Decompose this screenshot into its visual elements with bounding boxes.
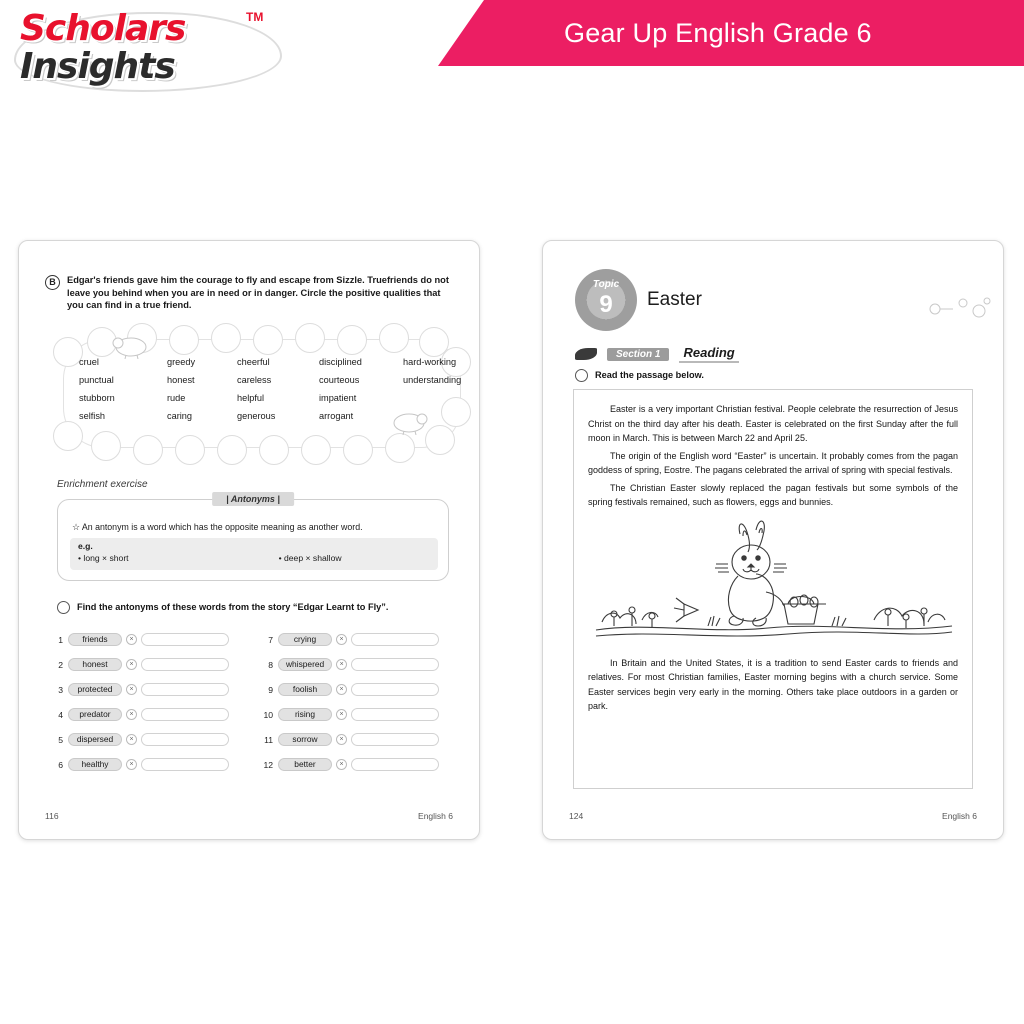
row-number: 1: [58, 634, 63, 645]
antonym-row: [47, 681, 229, 698]
row-number: 2: [58, 659, 63, 670]
antonym-row: [47, 731, 229, 748]
eg-antonym: short: [109, 553, 129, 563]
times-icon: ×: [336, 634, 347, 645]
antonym-answer-input[interactable]: [141, 758, 229, 771]
antonym-source-word: better: [278, 758, 332, 771]
antonym-row: [257, 756, 439, 773]
passage-paragraph: Easter is a very important Christian festival. People celebrate the resurrection of Jesus Christ on the third day after his death. Easter is celebrated on the first Sunday after the full moon in March. This is between March 22 and April 25.: [588, 404, 958, 443]
antonym-answer-input[interactable]: [351, 758, 439, 771]
antonym-answer-input[interactable]: [141, 708, 229, 721]
section-subtitle: Reading: [679, 345, 738, 363]
antonym-answer-input[interactable]: [141, 733, 229, 746]
word-bank-item[interactable]: cheerful: [237, 357, 270, 367]
word-bank-item[interactable]: understanding: [403, 375, 462, 385]
cloud-scallop: [133, 435, 163, 465]
row-number: 11: [264, 734, 273, 745]
antonym-definition-text: An antonym is a word which has the opposite meaning as another word.: [81, 522, 363, 532]
flower-doodle-icon: [923, 293, 993, 325]
row-number: 5: [58, 734, 63, 745]
section-header: [575, 345, 739, 363]
cloud-scallop: [217, 435, 247, 465]
antonym-source-word: rising: [278, 708, 332, 721]
antonym-source-word: dispersed: [68, 733, 122, 746]
row-number: 10: [263, 709, 273, 720]
antonym-instruction: Find the antonyms of these words from the story “Edgar Learnt to Fly”.: [77, 602, 389, 612]
antonym-source-word: whispered: [278, 658, 332, 671]
brand-logo: [14, 8, 284, 92]
word-bank-item[interactable]: stubborn: [79, 393, 115, 403]
cloud-scallop: [91, 431, 121, 461]
cloud-scallop: [259, 435, 289, 465]
read-instruction: Read the passage below.: [595, 370, 704, 380]
logo-line1: Scholars: [20, 8, 186, 49]
antonym-source-word: foolish: [278, 683, 332, 696]
antonym-row: [47, 656, 229, 673]
times-icon: ×: [126, 634, 137, 645]
word-bank-item[interactable]: [403, 411, 493, 421]
word-bank-item[interactable]: courteous: [319, 375, 360, 385]
section-label: Section 1: [607, 348, 669, 361]
easter-bunny-with-basket-icon: [588, 518, 960, 646]
antonym-answer-input[interactable]: [351, 708, 439, 721]
antonym-answer-input[interactable]: [351, 733, 439, 746]
antonym-row: [257, 681, 439, 698]
word-bank-item[interactable]: hard-working: [403, 357, 457, 367]
easter-bunny-illustration: [588, 518, 958, 646]
row-number: 3: [58, 684, 63, 695]
right-page-footer-label: English 6: [942, 811, 977, 821]
times-icon: ×: [336, 709, 347, 720]
word-bank-item[interactable]: arrogant: [319, 411, 354, 421]
antonym-row: [257, 656, 439, 673]
antonym-example-box: [70, 538, 438, 570]
left-page-number: 116: [45, 811, 59, 821]
topic-number: 9: [599, 291, 613, 318]
times-icon: ×: [126, 684, 137, 695]
task-bullet-icon: [57, 601, 70, 614]
row-number: 7: [268, 634, 273, 645]
antonym-row: [47, 756, 229, 773]
cloud-scallop: [343, 435, 373, 465]
word-bank-item[interactable]: [403, 393, 493, 403]
row-number: 9: [268, 684, 273, 695]
cloud-scallop: [175, 435, 205, 465]
antonym-row: [47, 706, 229, 723]
times-icon: ×: [126, 659, 137, 670]
times-icon: ×: [336, 734, 347, 745]
antonym-source-word: honest: [68, 658, 122, 671]
question-badge: B: [45, 275, 60, 290]
passage-paragraph: The origin of the English word “Easter” is uncertain. It probably comes from the pagan goddess of spring, Eostre. The pagans celebrated the arrival of spring with special festivals.: [588, 450, 958, 475]
antonym-row: [257, 731, 439, 748]
times-icon: ×: [336, 759, 347, 770]
antonym-answer-input[interactable]: [141, 633, 229, 646]
word-bank-item[interactable]: impatient: [319, 393, 357, 403]
row-number: 8: [268, 659, 273, 670]
eg-separator: ×: [305, 553, 311, 563]
word-bank-item[interactable]: selfish: [79, 411, 106, 421]
cloud-scallop: [295, 323, 325, 353]
antonym-source-word: predator: [68, 708, 122, 721]
antonym-panel-title: | Antonyms |: [212, 492, 294, 506]
enrichment-label: Enrichment exercise: [57, 479, 148, 490]
cloud-scallop: [53, 421, 83, 451]
row-number: 12: [263, 759, 273, 770]
leaf-icon: [575, 348, 597, 360]
antonym-row: [47, 631, 229, 648]
antonym-source-word: protected: [68, 683, 122, 696]
reading-passage-box: [573, 389, 973, 789]
times-icon: ×: [126, 734, 137, 745]
eg-item-2: • deep × shallow: [278, 553, 342, 563]
topic-badge: [575, 269, 637, 331]
antonym-source-word: sorrow: [278, 733, 332, 746]
passage-paragraph: The Christian Easter slowly replaced the pagan festivals but some symbols of the spring festivals remained, such as flowers, eggs and bunnies.: [588, 482, 958, 507]
antonym-answer-input[interactable]: [351, 683, 439, 696]
row-number: 4: [58, 709, 63, 720]
right-page: [542, 240, 1004, 840]
word-bank-item[interactable]: punctual: [79, 375, 114, 385]
antonym-source-word: friends: [68, 633, 122, 646]
cloud-scallop: [301, 435, 331, 465]
antonym-row: [257, 706, 439, 723]
right-page-number: 124: [569, 811, 584, 821]
logo-trademark: TM: [246, 10, 264, 24]
row-number: 6: [58, 759, 63, 770]
antonym-row: [257, 631, 439, 648]
word-bank-grid: [79, 357, 462, 421]
antonym-info-panel: [57, 494, 449, 581]
word-bank-item[interactable]: cruel: [79, 357, 99, 367]
topic-word: Topic: [592, 279, 620, 290]
sheep-doodle-icon: [109, 333, 155, 359]
cloud-scallop: [385, 433, 415, 463]
eg-antonym: shallow: [312, 553, 342, 563]
header-banner: [484, 0, 1024, 66]
times-icon: ×: [126, 759, 137, 770]
antonym-source-word: healthy: [68, 758, 122, 771]
antonym-answer-input[interactable]: [351, 633, 439, 646]
eg-word: deep: [283, 553, 304, 563]
star-icon: ☆: [72, 522, 80, 532]
topic-title: Easter: [647, 289, 702, 310]
antonym-answer-input[interactable]: [141, 683, 229, 696]
word-bank-item[interactable]: rude: [167, 393, 186, 403]
antonym-answer-input[interactable]: [141, 658, 229, 671]
passage-paragraph: In Britain and the United States, it is a tradition to send Easter cards to friends and relatives. For most Christian families, Easter morning begins with a church service. Some Easter services begin very early in the morning. Others take place outdoors in a garden or park.: [588, 657, 958, 711]
word-bank-item[interactable]: disciplined: [319, 357, 362, 367]
word-bank-item[interactable]: generous: [237, 411, 276, 421]
times-icon: ×: [336, 684, 347, 695]
word-bank-item[interactable]: careless: [237, 375, 272, 385]
cloud-scallop: [337, 325, 367, 355]
cloud-scallop: [379, 323, 409, 353]
eg-row: [78, 553, 430, 563]
times-icon: ×: [336, 659, 347, 670]
word-bank-item[interactable]: greedy: [167, 357, 196, 367]
word-bank-item[interactable]: honest: [167, 375, 195, 385]
word-bank-item[interactable]: helpful: [237, 393, 265, 403]
times-icon: ×: [126, 709, 137, 720]
eg-item-1: • long × short: [78, 553, 129, 563]
task-bullet-icon: [575, 369, 588, 382]
eg-word: long: [83, 553, 100, 563]
cloud-scallop: [211, 323, 241, 353]
left-page: [18, 240, 480, 840]
cloud-scallop: [253, 325, 283, 355]
word-bank-item[interactable]: caring: [167, 411, 193, 421]
logo-line2: Insights: [20, 46, 175, 87]
header-title: Gear Up English Grade 6: [564, 17, 872, 48]
left-page-footer-label: English 6: [418, 811, 453, 821]
antonym-answer-input[interactable]: [351, 658, 439, 671]
question-text: Edgar's friends gave him the courage to fly and escape from Sizzle. Truefriends do not leave you behind when you are in need or in danger. Circle the positive qualities that you can find in a true friend.: [67, 275, 449, 310]
cloud-scallop: [169, 325, 199, 355]
antonym-source-word: crying: [278, 633, 332, 646]
word-bank-cloud: [57, 331, 467, 456]
eg-label: e.g.: [78, 541, 93, 551]
eg-separator: ×: [102, 553, 108, 563]
antonym-definition: [72, 522, 363, 533]
